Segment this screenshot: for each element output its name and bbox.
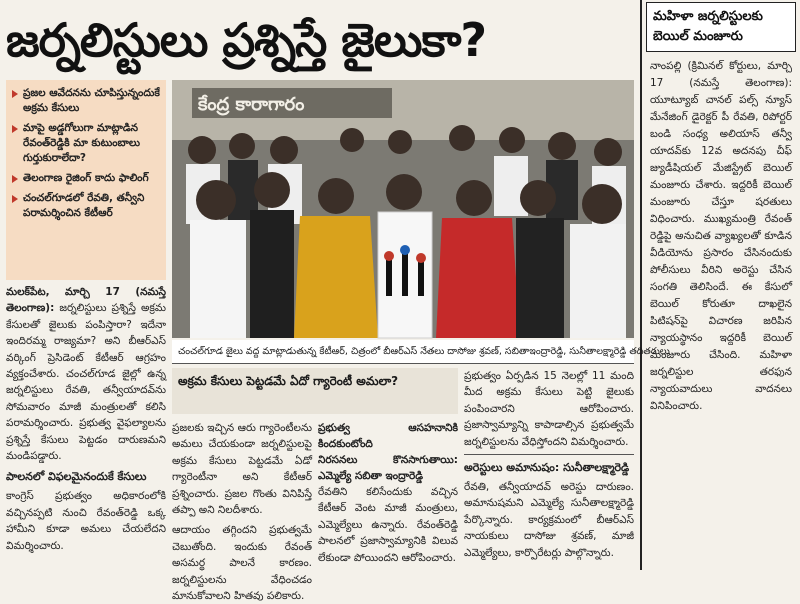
highlight-text: చంచల్‌గూడలో రేవతి, తన్వీని పరామర్శించిన కేటీఆర్ (23, 192, 145, 219)
news-photo (172, 80, 634, 338)
photo-caption: చంచల్‌గూడ జైలు వద్ద మాట్లాడుతున్న కేటీఆర్, చిత్రంలో బీఆర్ఎస్ నేతలు దాసోజు శ్రవణ్, సబితాఇంద్రారెడ్డి, సునీతాలక్ష్మారెడ్డి తదితరులు (172, 340, 634, 364)
highlights-box (6, 80, 166, 280)
highlight-item (12, 191, 160, 221)
main-article-column-2b (318, 420, 458, 566)
sidebar-title-box (646, 2, 796, 52)
triangle-bullet-icon (12, 195, 18, 203)
quote-box (172, 368, 458, 414)
column-divider (464, 454, 634, 455)
quote-title: అక్రమ కేసులు పెట్టడమే ఏదో గ్యారెంటీ అమలా? (178, 374, 399, 388)
article-paragraph: రేవతిని కలిసేందుకు వచ్చిన కేటీఆర్ వెంట మాజీ మంత్రులు, ఎమ్మెల్యేలు ఉన్నారు. రేవంత్‌రెడ్డి పాలనలో ప్రజాస్వామ్యానికి విలువ లేకుండా పోయిందని ఆరోపించారు. (318, 486, 458, 564)
article-subhead: ప్రభుత్వ ఆసహనానికి కిందకుంటోంది (318, 422, 458, 450)
main-article-column-1 (6, 284, 166, 566)
article-paragraph: కాంగ్రెస్ ప్రభుత్వం అధికారంలోకి వచ్చినప్పటి నుంచి రేవంత్‌రెడ్డి ఒక్క హామీని కూడా అమలు చేయలేదని విమర్శించారు. (6, 490, 166, 552)
sidebar-body: నాంపల్లి (క్రిమినల్ కోర్టులు, మార్చి 17 (నమస్తే తెలంగాణ): యూట్యూబ్ చానల్ పల్స్ న్యూస్ మేనేజింగ్ డైరెక్టర్ పీ రేవతి, రిపోర్టర్ బండి సంధ్య అలియాస్ తన్వీ యాదవ్‌కు 12వ అదనపు చీఫ్ జ్యుడీషియల్ మేజిస్ట్రేట్ బెయిల్ మంజూరు చేశారు. ఇద్దరికీ బెయిల్ మంజూరు చేస్తూ షరతులు విధించారు. ముఖ్యమంత్రి రేవంత్ రెడ్డిపై అనుచిత వ్యాఖ్యలతో కూడిన వీడియోను ప్రసారం చేసినందుకు పోలీసులు వీరిని అరెస్టు చేసిన సంగతి తెలిసిందే. ఈ కేసులో బెయిల్ కోరుతూ దాఖలైన పిటిషన్‌పై విచారణ జరిపిన న్యాయస్థానం ఇద్దరికీ బెయిల్ మంజూరు చేసింది. మహిళా జర్నలిస్టుల తరఫున న్యాయవాదులు వాదనలు వినిపించారు. (650, 60, 792, 412)
article-subhead: నిరసనలు కొనసాగుతాయి: ఎమ్మెల్యే సబితా ఇంద్రారెడ్డి (318, 454, 458, 482)
triangle-bullet-icon (12, 175, 18, 183)
highlight-text: మాపై అడ్డగోలుగా మాట్లాడిన రేవంత్‌రెడ్డికి మా కుటుంబాలు గుర్తుకురాలేదా? (23, 122, 140, 164)
highlight-text: ప్రజల ఆవేదనను చూపిస్తున్నందుకే అక్రమ కేసులు (23, 87, 160, 114)
main-article-column-2a (172, 420, 312, 603)
dateline: మలక్‌పేట, మార్చి 17 (నమస్తే తెలంగాణ): (6, 286, 166, 315)
highlight-item (12, 86, 160, 116)
sidebar-title: మహిళా జర్నలిస్టులకు బెయిల్ మంజూరు (653, 9, 763, 44)
article-paragraph: ఆదాయం తగ్గిందని ప్రభుత్వమే చెబుతోంది. ఇందుకు రేవంత్ అసమర్థ పాలనే కారణం. జర్నలిస్టులను వేధించడం మానుకోవాలని హితవు పలికారు. (172, 524, 312, 603)
sidebar-column (640, 0, 800, 570)
triangle-bullet-icon (12, 125, 18, 133)
jail-sign-text: కేంద్ర కారాగారం (198, 94, 305, 115)
article-paragraph: ప్రభుత్వం ఏర్పడిన 15 నెలల్లో 11 మంది మీద అక్రమ కేసులు పెట్టి జైలుకు పంపించారని ఆరోపించారు. ప్రజాస్వామ్యాన్ని కాపాడాల్సిన ప్రభుత్వమే జర్నలిస్టులను వేధిస్తోందని విమర్శించారు. (464, 370, 634, 448)
highlight-text: తెలంగాణ రైజింగ్ కాదు ఫాలింగ్ (23, 172, 149, 184)
article-subhead: అరెస్టులు అమానుషం: సునీతాలక్ష్మారెడ్డి (464, 461, 630, 475)
crowd-photo-illustration (172, 80, 634, 338)
page-headline: జర్నలిస్టులు ప్రశ్నిస్తే జైలుకా? (6, 13, 487, 67)
article-paragraph: జర్నలిస్టులు ప్రశ్నిస్తే అక్రమ కేసులతో జైలుకు పంపిస్తారా? ఇదేనా ఇందిరమ్మ రాజ్యమా? అని బీఆర్ఎస్ వర్కింగ్ ప్రెసిడెంట్ కేటీఆర్ ఆగ్రహం వ్యక్తంచేశారు. చంచల్‌గూడ జైల్లో ఉన్న జర్నలిస్టులు రేవతి, తన్వీయాదవ్‌ను సోమవారం మాజీ మంత్రులతో కలిసి పరామర్శించారు. ప్రభుత్వ వైఫల్యాలను ప్రశ్నిస్తే కేసులు పెట్టడం దారుణమని మండిపడ్డారు. (6, 302, 166, 463)
main-article-column-3 (464, 368, 634, 566)
highlight-item (12, 121, 160, 166)
highlight-item (12, 171, 160, 186)
article-paragraph: రేవతి, తన్వీయాదవ్ అరెస్టు దారుణం. అమానుషమని ఎమ్మెల్యే సునీతాలక్ష్మారెడ్డి పేర్కొన్నారు. కార్యక్రమంలో బీఆర్ఎస్ నాయకులు దాసోజు శ్రవణ్, మాజీ ఎమ్మెల్యేలు, కార్పొరేటర్లు పాల్గొన్నారు. (464, 481, 634, 559)
article-subhead: పాలనలో విఫలమైనందుకే కేసులు (6, 470, 147, 484)
article-paragraph: ప్రజలకు ఇచ్చిన ఆరు గ్యారెంటీలను అమలు చేయకుండా జర్నలిస్టులపై అక్రమ కేసులు పెట్టడమే ఏడో గ్యారెంటీనా అని కేటీఆర్ ప్రశ్నించారు. ప్రజల గొంతు వినిపిస్తే తప్పా అని నిలదీశారు. (172, 422, 312, 517)
triangle-bullet-icon (12, 90, 18, 98)
